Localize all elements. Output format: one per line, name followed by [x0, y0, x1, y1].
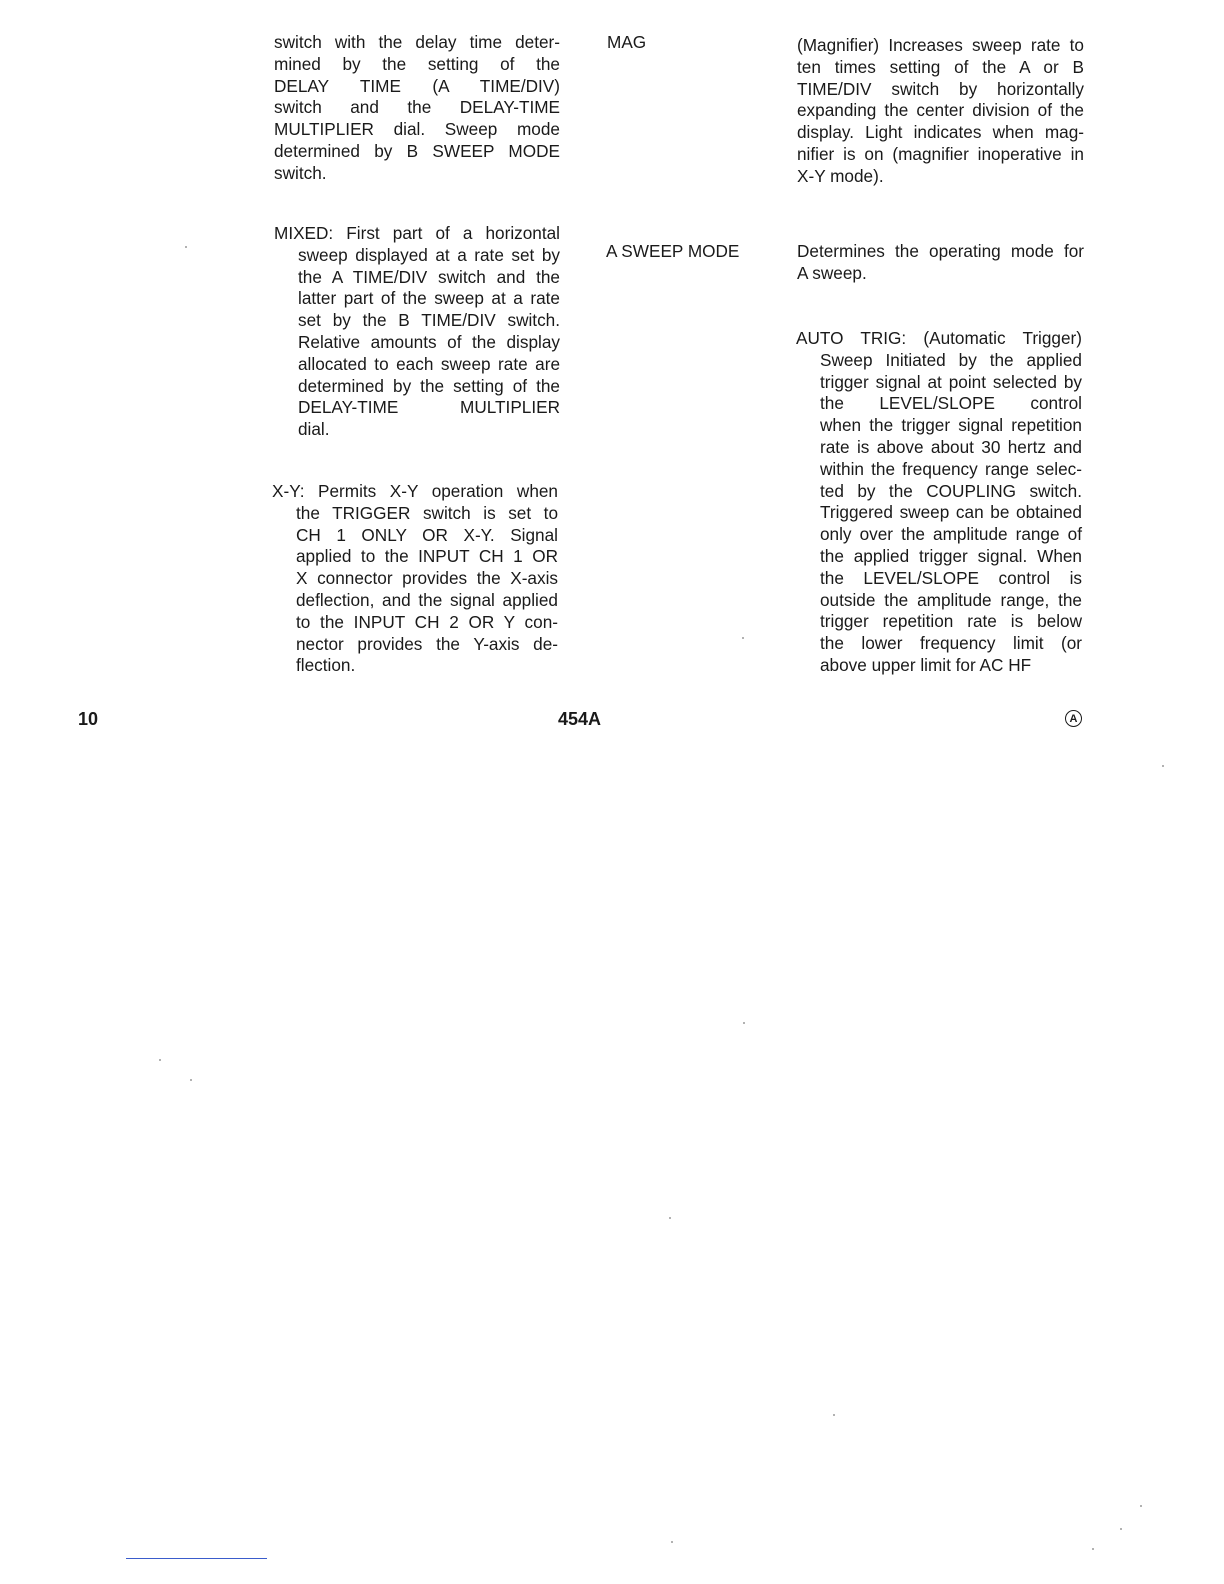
text-line: dial.: [298, 419, 330, 440]
revision-circle-icon: A: [1065, 710, 1082, 727]
text-line: determined by the setting of the: [298, 375, 560, 396]
mag-control-label: MAG: [607, 32, 647, 52]
text-line: outside the amplitude range, the: [820, 589, 1082, 610]
model-number: 454A: [558, 709, 602, 729]
text-line: set by the B TIME/DIV switch.: [298, 310, 560, 331]
scan-speck: [1120, 1528, 1122, 1530]
text-line: the applied trigger signal. When: [820, 545, 1082, 566]
mag-description-paragraph: [797, 35, 1084, 188]
text-line: (Magnifier) Increases sweep rate to: [797, 35, 1084, 55]
text-line: only over the amplitude range of: [820, 524, 1082, 545]
scan-speck: [742, 637, 744, 639]
text-line: CH 1 ONLY OR X-Y. Signal: [296, 524, 558, 545]
scan-speck: [1162, 765, 1164, 767]
text-line: nector provides the Y-axis de-: [296, 633, 558, 654]
text-line: Relative amounts of the display: [298, 331, 560, 352]
text-line: trigger repetition rate is below: [820, 611, 1082, 632]
text-line: mined by the setting of the: [274, 53, 560, 74]
text-line: rate is above about 30 hertz and: [820, 436, 1082, 457]
mixed-mode-paragraph: [274, 223, 560, 441]
text-line: above upper limit for AC HF: [820, 654, 1032, 675]
text-line: deflection, and the signal applied: [296, 589, 558, 610]
text-line: flection.: [296, 655, 356, 676]
text-line: TIME/DIV switch by horizontally: [797, 78, 1084, 99]
text-line: the A TIME/DIV switch and the: [298, 266, 560, 287]
text-line: applied to the INPUT CH 1 OR: [296, 546, 558, 567]
scan-speck: [185, 246, 187, 248]
text-line: expanding the center division of the: [797, 100, 1084, 121]
text-line: nifier is on (magnifier inoperative in: [797, 143, 1084, 164]
text-line: the LEVEL/SLOPE control is: [820, 567, 1082, 588]
text-line: DELAY-TIME MULTIPLIER: [298, 397, 560, 418]
text-line: ten times setting of the A or B: [797, 56, 1084, 77]
text-line: switch and the DELAY-TIME: [274, 97, 560, 118]
text-line: the TRIGGER switch is set to: [296, 502, 558, 523]
text-line: DELAY TIME (A TIME/DIV): [274, 75, 560, 96]
text-line: the lower frequency limit (or: [820, 633, 1082, 654]
switch-continuation-paragraph: [274, 32, 560, 185]
text-line: display. Light indicates when mag-: [797, 122, 1084, 143]
text-line: within the frequency range selec-: [820, 458, 1082, 479]
scan-speck: [1140, 1505, 1142, 1507]
a-sweep-mode-control-label: A SWEEP MODE: [606, 241, 740, 261]
text-line: MULTIPLIER dial. Sweep mode: [274, 119, 560, 140]
text-line: X-Y: Permits X-Y operation when: [272, 481, 558, 501]
scan-speck: [833, 1414, 835, 1416]
text-line: A sweep.: [797, 262, 867, 283]
text-line: trigger signal at point selected by: [820, 371, 1082, 392]
xy-mode-paragraph: [272, 481, 558, 677]
text-line: AUTO TRIG: (Automatic Trigger): [796, 328, 1082, 348]
text-line: latter part of the sweep at a rate: [298, 288, 560, 309]
scan-speck: [190, 1079, 192, 1081]
scan-speck: [669, 1217, 671, 1219]
a-sweep-mode-description-paragraph: [797, 241, 1084, 285]
text-line: to the INPUT CH 2 OR Y con-: [296, 611, 558, 632]
text-line: X-Y mode).: [797, 165, 884, 186]
text-line: Sweep Initiated by the applied: [820, 349, 1082, 370]
auto-trig-paragraph: [796, 328, 1082, 677]
text-line: MIXED: First part of a horizontal: [274, 223, 560, 243]
text-line: sweep displayed at a rate set by: [298, 244, 560, 265]
text-line: switch with the delay time deter-: [274, 32, 560, 52]
scan-speck: [743, 1022, 745, 1024]
scan-speck: [159, 1059, 161, 1061]
text-line: Determines the operating mode for: [797, 241, 1084, 261]
text-line: Triggered sweep can be obtained: [820, 502, 1082, 523]
text-line: X connector provides the X-axis: [296, 568, 558, 589]
text-line: the LEVEL/SLOPE control: [820, 393, 1082, 414]
page-number: 10: [78, 709, 99, 729]
text-line: switch.: [274, 162, 327, 183]
scan-speck: [671, 1541, 673, 1543]
scan-speck: [1092, 1548, 1094, 1550]
text-line: allocated to each sweep rate are: [298, 353, 560, 374]
text-line: ted by the COUPLING switch.: [820, 480, 1082, 501]
text-line: when the trigger signal repetition: [820, 415, 1082, 436]
text-line: determined by B SWEEP MODE: [274, 140, 560, 161]
blue-edge-line: [126, 1558, 267, 1559]
